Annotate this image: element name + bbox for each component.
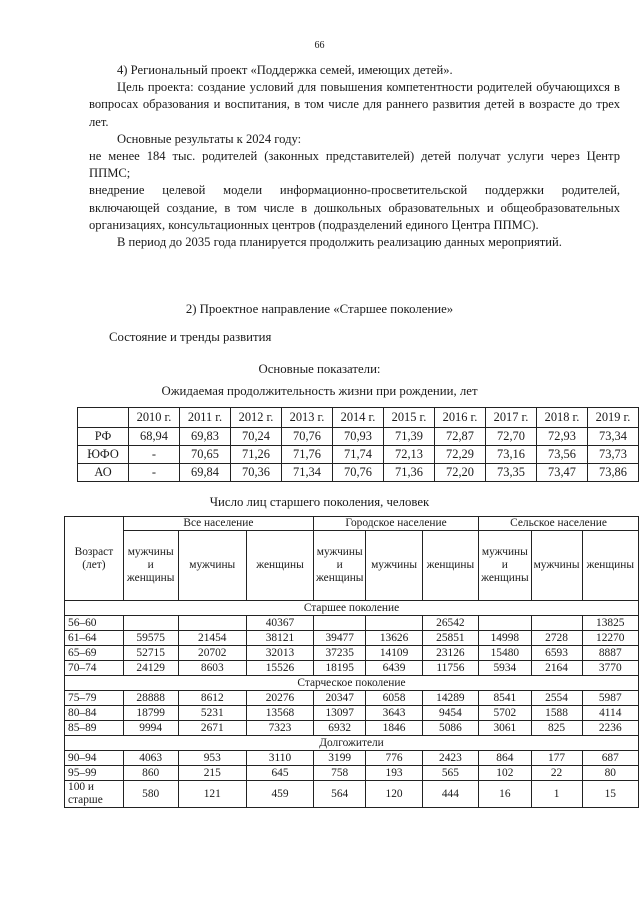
count-cell bbox=[123, 616, 178, 631]
life-value-cell: 73,16 bbox=[486, 446, 537, 464]
page-number: 66 bbox=[314, 40, 325, 51]
count-cell: 21454 bbox=[178, 631, 247, 646]
life-value-cell: 70,65 bbox=[180, 446, 231, 464]
count-cell: 8603 bbox=[178, 661, 247, 676]
life-value-cell: 72,93 bbox=[537, 428, 588, 446]
count-cell: 459 bbox=[247, 781, 314, 808]
count-cell: 3061 bbox=[479, 721, 531, 736]
count-cell: 2554 bbox=[531, 691, 582, 706]
count-cell: 12270 bbox=[582, 631, 638, 646]
paragraph-goal: Цель проекта: создание условий для повышения компетентности родителей обучающихся в вопросах образования и воспитания, в том числе для раннего развития детей в возрасте до трех лет. bbox=[89, 80, 620, 129]
sub-header: мужчины bbox=[178, 531, 247, 601]
sub-header: женщины bbox=[582, 531, 638, 601]
life-value-cell: 69,84 bbox=[180, 464, 231, 482]
year-header: 2010 г. bbox=[129, 408, 180, 428]
life-value-cell: 71,39 bbox=[384, 428, 435, 446]
count-cell: 5231 bbox=[178, 706, 247, 721]
count-cell: 14109 bbox=[366, 646, 422, 661]
count-cell: 1588 bbox=[531, 706, 582, 721]
table-row bbox=[65, 721, 639, 736]
elder-table-title: Число лиц старшего поколения, человек bbox=[209, 495, 430, 509]
region-label: РФ bbox=[78, 428, 129, 446]
count-cell bbox=[366, 616, 422, 631]
count-cell: 776 bbox=[366, 751, 422, 766]
count-cell: 2236 bbox=[582, 721, 638, 736]
count-cell: 2423 bbox=[422, 751, 478, 766]
count-cell: 3770 bbox=[582, 661, 638, 676]
count-cell: 38121 bbox=[247, 631, 314, 646]
age-cell: 61–64 bbox=[65, 631, 124, 646]
count-cell: 40367 bbox=[247, 616, 314, 631]
table-row bbox=[65, 766, 639, 781]
count-cell: 102 bbox=[479, 766, 531, 781]
count-cell: 14289 bbox=[422, 691, 478, 706]
age-cell: 85–89 bbox=[65, 721, 124, 736]
count-cell: 16 bbox=[479, 781, 531, 808]
sub-header: мужчины bbox=[366, 531, 422, 601]
age-header: Возраст (лет) bbox=[65, 517, 124, 601]
sub-header: мужчины и женщины bbox=[479, 531, 531, 601]
section-label: Долгожители bbox=[65, 736, 639, 751]
sub-header: мужчины bbox=[531, 531, 582, 601]
count-cell: 18799 bbox=[123, 706, 178, 721]
count-cell: 5934 bbox=[479, 661, 531, 676]
count-cell: 8612 bbox=[178, 691, 247, 706]
count-cell: 1846 bbox=[366, 721, 422, 736]
count-cell: 193 bbox=[366, 766, 422, 781]
count-cell: 11756 bbox=[422, 661, 478, 676]
count-cell: 22 bbox=[531, 766, 582, 781]
age-cell: 75–79 bbox=[65, 691, 124, 706]
count-cell: 5702 bbox=[479, 706, 531, 721]
region-label: ЮФО bbox=[78, 446, 129, 464]
count-cell: 6932 bbox=[313, 721, 365, 736]
year-header: 2016 г. bbox=[435, 408, 486, 428]
life-value-cell: 72,13 bbox=[384, 446, 435, 464]
table-row bbox=[65, 751, 639, 766]
life-value-cell: 71,74 bbox=[333, 446, 384, 464]
table-row bbox=[65, 706, 639, 721]
count-cell: 6593 bbox=[531, 646, 582, 661]
paragraph-project-title: 4) Региональный проект «Поддержка семей, имеющих детей». bbox=[117, 63, 453, 77]
year-header: 2017 г. bbox=[486, 408, 537, 428]
count-cell: 758 bbox=[313, 766, 365, 781]
table-row bbox=[65, 631, 639, 646]
life-value-cell: 70,76 bbox=[282, 428, 333, 446]
count-cell: 52715 bbox=[123, 646, 178, 661]
age-cell: 90–94 bbox=[65, 751, 124, 766]
life-value-cell: 68,94 bbox=[129, 428, 180, 446]
count-cell: 4063 bbox=[123, 751, 178, 766]
count-cell: 32013 bbox=[247, 646, 314, 661]
year-header: 2014 г. bbox=[333, 408, 384, 428]
sub-header: женщины bbox=[247, 531, 314, 601]
count-cell: 6058 bbox=[366, 691, 422, 706]
count-cell: 59575 bbox=[123, 631, 178, 646]
year-header: 2018 г. bbox=[537, 408, 588, 428]
age-cell: 95–99 bbox=[65, 766, 124, 781]
count-cell: 9994 bbox=[123, 721, 178, 736]
table-row bbox=[65, 781, 639, 808]
count-cell: 3199 bbox=[313, 751, 365, 766]
count-cell: 215 bbox=[178, 766, 247, 781]
table-row bbox=[65, 691, 639, 706]
life-value-cell: 73,34 bbox=[588, 428, 639, 446]
life-value-cell: - bbox=[129, 446, 180, 464]
year-header: 2013 г. bbox=[282, 408, 333, 428]
life-value-cell: 72,70 bbox=[486, 428, 537, 446]
life-table-header-row bbox=[78, 408, 639, 428]
group-header: Городское население bbox=[313, 517, 478, 531]
group-header: Все население bbox=[123, 517, 313, 531]
life-value-cell: 71,76 bbox=[282, 446, 333, 464]
sub-header: женщины bbox=[422, 531, 478, 601]
life-value-cell: 70,24 bbox=[231, 428, 282, 446]
life-value-cell: 73,73 bbox=[588, 446, 639, 464]
section-row bbox=[65, 736, 639, 751]
count-cell: 13097 bbox=[313, 706, 365, 721]
count-cell: 26542 bbox=[422, 616, 478, 631]
section-label: Старческое поколение bbox=[65, 676, 639, 691]
life-value-cell: 71,34 bbox=[282, 464, 333, 482]
table-row bbox=[65, 616, 639, 631]
elder-table-sub-row bbox=[65, 531, 639, 601]
section-heading: 2) Проектное направление «Старшее поколение» bbox=[185, 302, 454, 316]
year-header: 2015 г. bbox=[384, 408, 435, 428]
count-cell bbox=[531, 616, 582, 631]
life-table-corner bbox=[78, 408, 129, 428]
count-cell: 20347 bbox=[313, 691, 365, 706]
life-value-cell: 72,87 bbox=[435, 428, 486, 446]
count-cell: 37235 bbox=[313, 646, 365, 661]
age-cell: 65–69 bbox=[65, 646, 124, 661]
count-cell: 28888 bbox=[123, 691, 178, 706]
count-cell: 13825 bbox=[582, 616, 638, 631]
life-value-cell: 70,36 bbox=[231, 464, 282, 482]
paragraph-2035: В период до 2035 года планируется продолжить реализацию данных мероприятий. bbox=[117, 235, 562, 250]
count-cell: 14998 bbox=[479, 631, 531, 646]
elder-population-table bbox=[64, 516, 639, 808]
count-cell: 15 bbox=[582, 781, 638, 808]
life-value-cell: 73,86 bbox=[588, 464, 639, 482]
count-cell: 7323 bbox=[247, 721, 314, 736]
count-cell: 39477 bbox=[313, 631, 365, 646]
life-table-row bbox=[78, 464, 639, 482]
count-cell: 20702 bbox=[178, 646, 247, 661]
count-cell: 645 bbox=[247, 766, 314, 781]
year-header: 2019 г. bbox=[588, 408, 639, 428]
elder-table-group-row bbox=[65, 517, 639, 531]
count-cell: 5086 bbox=[422, 721, 478, 736]
life-value-cell: 73,56 bbox=[537, 446, 588, 464]
paragraph-result-1: не менее 184 тыс. родителей (законных представителей) детей получат услуги через Центр ППМС; bbox=[89, 149, 620, 181]
paragraph-result-2: внедрение целевой модели информационно-просветительской поддержки родителей, включающей создание, в том числе в дошкольных образовательных и общеобразовательных организациях, консультационных центров (подразделений единого Центра ППМС). bbox=[89, 183, 620, 232]
count-cell: 80 bbox=[582, 766, 638, 781]
count-cell: 864 bbox=[479, 751, 531, 766]
count-cell: 177 bbox=[531, 751, 582, 766]
table-row bbox=[65, 646, 639, 661]
year-header: 2012 г. bbox=[231, 408, 282, 428]
count-cell: 687 bbox=[582, 751, 638, 766]
count-cell bbox=[178, 616, 247, 631]
count-cell: 4114 bbox=[582, 706, 638, 721]
age-cell: 56–60 bbox=[65, 616, 124, 631]
section-label: Старшее поколение bbox=[65, 601, 639, 616]
count-cell: 3643 bbox=[366, 706, 422, 721]
count-cell: 825 bbox=[531, 721, 582, 736]
count-cell: 1 bbox=[531, 781, 582, 808]
count-cell: 564 bbox=[313, 781, 365, 808]
count-cell: 2164 bbox=[531, 661, 582, 676]
count-cell: 2671 bbox=[178, 721, 247, 736]
life-value-cell: - bbox=[129, 464, 180, 482]
table-row bbox=[65, 661, 639, 676]
project-text bbox=[89, 62, 620, 251]
count-cell bbox=[479, 616, 531, 631]
age-cell: 70–74 bbox=[65, 661, 124, 676]
subsection-heading: Состояние и тренды развития bbox=[109, 330, 272, 344]
count-cell: 23126 bbox=[422, 646, 478, 661]
life-value-cell: 73,47 bbox=[537, 464, 588, 482]
count-cell: 120 bbox=[366, 781, 422, 808]
count-cell: 18195 bbox=[313, 661, 365, 676]
life-value-cell: 69,83 bbox=[180, 428, 231, 446]
indicators-heading: Основные показатели: bbox=[258, 362, 381, 376]
count-cell: 953 bbox=[178, 751, 247, 766]
sub-header: мужчины и женщины bbox=[313, 531, 365, 601]
count-cell: 13626 bbox=[366, 631, 422, 646]
year-header: 2011 г. bbox=[180, 408, 231, 428]
count-cell: 860 bbox=[123, 766, 178, 781]
life-value-cell: 70,76 bbox=[333, 464, 384, 482]
count-cell: 25851 bbox=[422, 631, 478, 646]
count-cell: 580 bbox=[123, 781, 178, 808]
life-table-title: Ожидаемая продолжительность жизни при рождении, лет bbox=[161, 384, 478, 398]
count-cell: 8887 bbox=[582, 646, 638, 661]
age-cell: 100 и старше bbox=[65, 781, 124, 808]
count-cell: 8541 bbox=[479, 691, 531, 706]
count-cell: 565 bbox=[422, 766, 478, 781]
count-cell: 5987 bbox=[582, 691, 638, 706]
count-cell: 9454 bbox=[422, 706, 478, 721]
life-value-cell: 72,20 bbox=[435, 464, 486, 482]
life-table-row bbox=[78, 428, 639, 446]
count-cell: 3110 bbox=[247, 751, 314, 766]
region-label: АО bbox=[78, 464, 129, 482]
count-cell bbox=[313, 616, 365, 631]
life-value-cell: 70,93 bbox=[333, 428, 384, 446]
count-cell: 444 bbox=[422, 781, 478, 808]
life-value-cell: 72,29 bbox=[435, 446, 486, 464]
age-cell: 80–84 bbox=[65, 706, 124, 721]
section-row bbox=[65, 601, 639, 616]
life-value-cell: 71,36 bbox=[384, 464, 435, 482]
count-cell: 6439 bbox=[366, 661, 422, 676]
life-expectancy-table bbox=[77, 407, 639, 482]
life-table-row bbox=[78, 446, 639, 464]
paragraph-results-heading: Основные результаты к 2024 году: bbox=[117, 131, 302, 146]
life-value-cell: 71,26 bbox=[231, 446, 282, 464]
count-cell: 2728 bbox=[531, 631, 582, 646]
life-value-cell: 73,35 bbox=[486, 464, 537, 482]
count-cell: 24129 bbox=[123, 661, 178, 676]
count-cell: 121 bbox=[178, 781, 247, 808]
section-row bbox=[65, 676, 639, 691]
count-cell: 15480 bbox=[479, 646, 531, 661]
count-cell: 13568 bbox=[247, 706, 314, 721]
group-header: Сельское население bbox=[479, 517, 639, 531]
count-cell: 20276 bbox=[247, 691, 314, 706]
sub-header: мужчины и женщины bbox=[123, 531, 178, 601]
count-cell: 15526 bbox=[247, 661, 314, 676]
